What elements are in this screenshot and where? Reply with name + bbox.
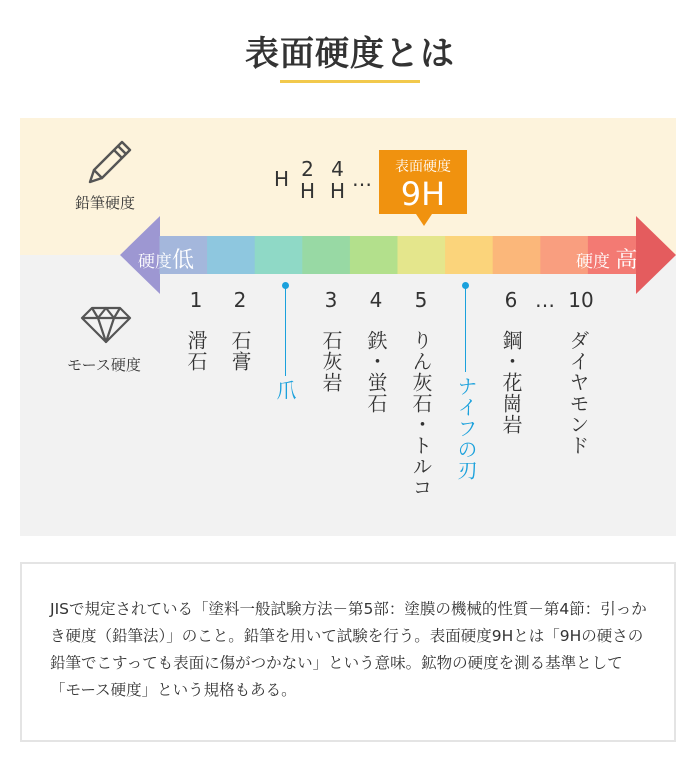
scale-segment [493, 236, 542, 274]
mineral-steel-granite: 鋼・花崗岩 [499, 330, 523, 435]
mineral-iron-fluorite: 鉄・蛍石 [364, 330, 388, 414]
surface-hardness-badge [379, 150, 467, 214]
scale-segment [445, 236, 494, 274]
pencil-icon [82, 132, 134, 184]
mineral-talc: 滑石 [184, 330, 208, 372]
mohs-number-5: 5 [414, 288, 428, 312]
badge-value: 9H [400, 175, 446, 213]
diamond-icon [80, 304, 132, 344]
fingernail-marker-line [285, 286, 286, 376]
mohs-number-10: 10 [568, 288, 594, 312]
description-text: JISで規定されている「塗料一般試験方法－第5部：塗膜の機械的性質－第4節：引っかき硬度（鉛筆法）」のこと。鉛筆を用いて試験を行う。表面硬度9Hとは「9Hの硬さの鉛筆でこすっても表面に傷がつかない」という意味。鉱物の硬度を測る基準として「モース硬度」という規格もある。 [50, 600, 647, 699]
hardness-panel [20, 118, 676, 536]
mohs-number-3: 3 [324, 288, 338, 312]
marker-knife-blade: ナイフの刃 [454, 376, 478, 481]
mohs-number-ellipsis: … [535, 288, 555, 312]
pencil-grade-4h: 4 H [330, 157, 346, 203]
pencil-hardness-label: 鉛筆硬度 [74, 194, 135, 212]
title-underline [280, 80, 420, 83]
mohs-number-4: 4 [369, 288, 383, 312]
low-hardness-label: 硬度低 [138, 248, 195, 273]
description-box [20, 562, 676, 742]
scale-segment [398, 236, 447, 274]
mineral-gypsum: 石膏 [228, 330, 252, 372]
badge-caption: 表面硬度 [395, 159, 451, 175]
mineral-diamond: ダイヤモンド [566, 330, 590, 456]
scale-segment [207, 236, 256, 274]
scale-segment [350, 236, 399, 274]
arrow-head-right [636, 216, 676, 294]
high-hardness-label: 硬度 高 [576, 248, 638, 273]
scale-segment [302, 236, 351, 274]
mineral-limestone: 石灰岩 [319, 330, 343, 393]
mohs-number-1: 1 [189, 288, 203, 312]
mohs-number-2: 2 [233, 288, 247, 312]
mineral-apatite-turquoise: りん灰石・トルコ [409, 330, 433, 498]
pencil-grade-2h: 2 H [300, 157, 316, 203]
marker-fingernail: 爪 [273, 380, 297, 401]
mohs-number-6: 6 [504, 288, 518, 312]
knife-marker-line [465, 286, 466, 372]
pencil-grade-h: H [274, 167, 290, 191]
page-title: 表面硬度とは [245, 34, 455, 74]
pencil-grade-ellipsis: … [352, 167, 372, 191]
scale-segment [255, 236, 304, 274]
mohs-hardness-label: モース硬度 [67, 356, 141, 374]
